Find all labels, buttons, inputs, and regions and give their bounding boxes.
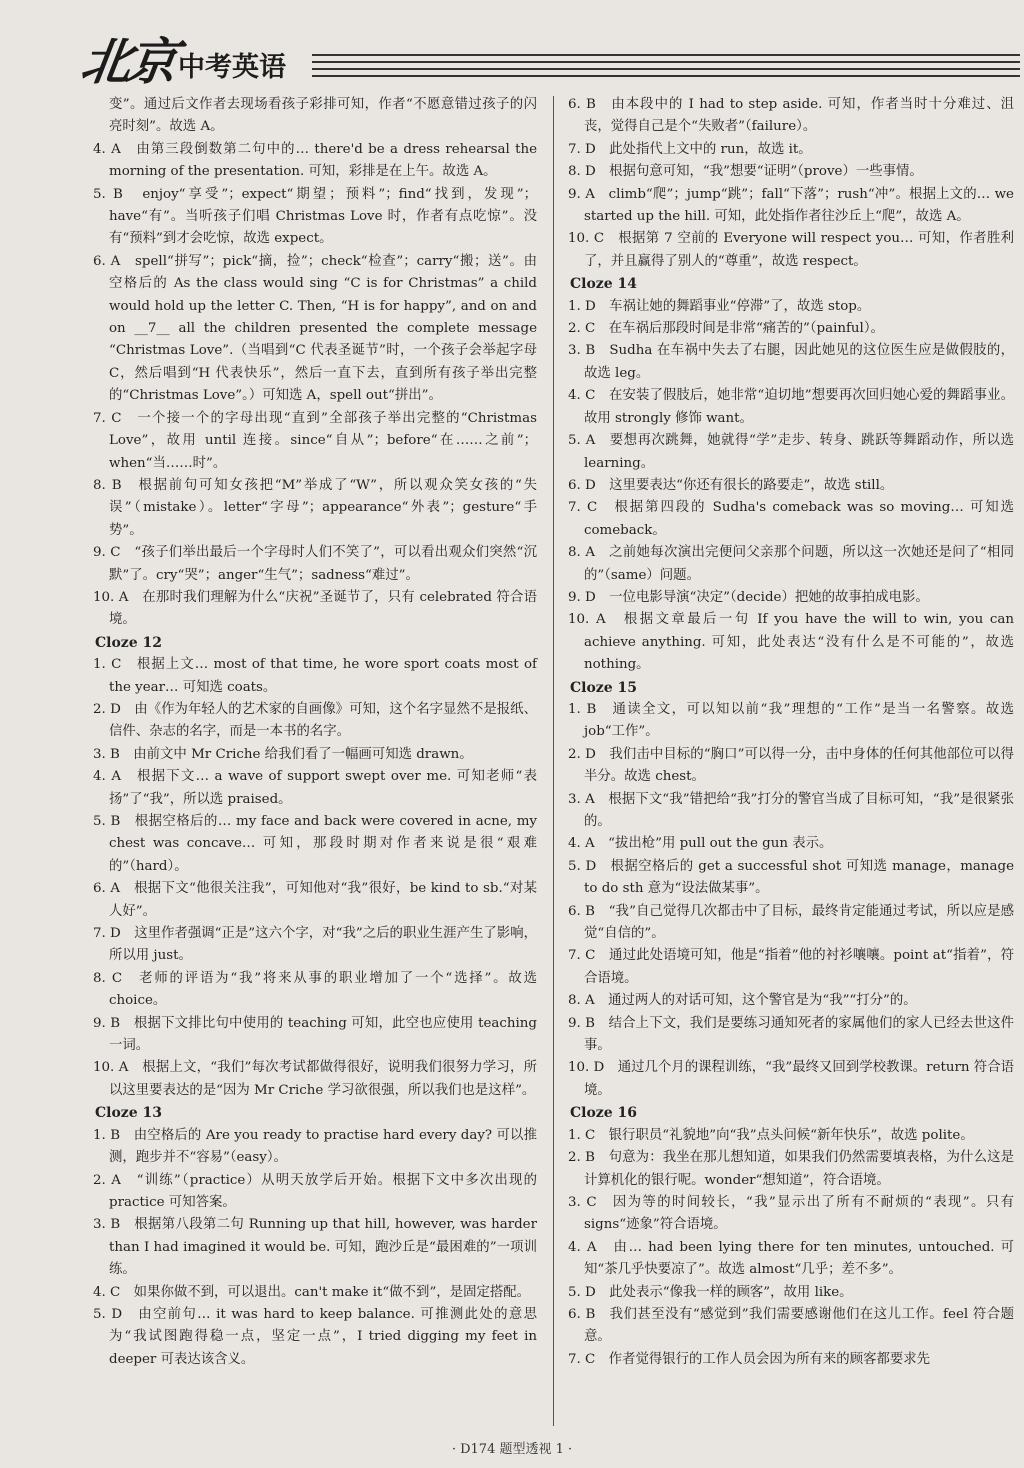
answer-item: 7. D 此处指代上文中的 run，故选 it。 bbox=[568, 141, 812, 157]
right-column bbox=[568, 94, 1014, 1371]
answer-item: 7. C 作者觉得银行的工作人员会因为所有来的顾客都要求先 bbox=[568, 1351, 931, 1367]
answer-item: 10. D 通过几个月的课程训练，“我”最终又回到学校教课。return 符合语境。 bbox=[568, 1060, 1014, 1098]
answer-item: 2. D 由《作为年轻人的艺术家的自画像》可知，这个名字显然不是报纸、信件、杂志的名字，而是一本书的名字。 bbox=[93, 701, 537, 740]
page-footer: · D174 题型透视 1 · bbox=[451, 1442, 573, 1457]
answer-item: 3. C 因为等的时间较长，“我”显示出了所有不耐烦的“表现”。只有 signs“迹象”符合语境。 bbox=[568, 1194, 1014, 1233]
answer-item: 9. B 根据下文排比句中使用的 teaching 可知，此空也应使用 teaching 一词。 bbox=[93, 1015, 537, 1054]
answer-item: 8. B 根据前句可知女孩把“M”举成了“W”，所以观众笑女孩的“失误”（mistake）。letter“字母”；appearance“外表”；gesture“手势”。 bbox=[93, 477, 537, 538]
section-heading: Cloze 16 bbox=[570, 1105, 638, 1122]
answer-item: 4. A 根据下文… a wave of support swept over me. 可知老师“表扬”了“我”，所以选 praised。 bbox=[93, 769, 537, 807]
answer-item: 10. A 在那时我们理解为什么“庆祝”圣诞节了，只有 celebrated 符合语境。 bbox=[93, 589, 537, 628]
answer-item: 3. B Sudha 在车祸中失去了右腿，因此她见的这位医生应是做假肢的，故选 leg。 bbox=[568, 343, 1014, 381]
answer-item: 3. B 根据第八段第二句 Running up that hill, however, was harder than I had imagined it would be. 可知，跑沙丘是“最困难的”一项训练。 bbox=[93, 1217, 537, 1278]
answer-item: 2. D 我们击中目标的“胸口”可以得一分，击中身体的任何其他部位可以得半分。故选 chest。 bbox=[568, 746, 1014, 785]
answer-item: 2. B 句意为：我坐在那儿想知道，如果我们仍然需要填表格，为什么这是计算机化的银行呢。wonder“想知道”，符合语境。 bbox=[568, 1150, 1014, 1188]
answer-item: 10. A 根据文章最后一句 If you have the will to win, you can achieve anything. 可知，此处表达“没有什么是不可能的”，故选 nothing。 bbox=[568, 612, 1014, 673]
column-divider bbox=[553, 96, 554, 1426]
answer-item: 9. A climb“爬”；jump“跳”；fall“下落”；rush“冲”。根据上文的… we started up the hill. 可知，此处指作者往沙丘上“爬”，故选 A。 bbox=[568, 186, 1014, 225]
answer-item: 1. D 车祸让她的舞蹈事业“停滞”了，故选 stop。 bbox=[568, 298, 871, 314]
section-heading: Cloze 15 bbox=[570, 679, 638, 696]
answer-item: 8. D 根据句意可知，“我”想要“证明”（prove）一些事情。 bbox=[568, 164, 923, 180]
answer-item: 5. D 根据空格后的 get a successful shot 可知选 manage，manage to do sth 意为“设法做某事”。 bbox=[568, 858, 1014, 897]
answer-item: 4. C 在安装了假肢后，她非常“迫切地”想要再次回归她心爱的舞蹈事业。故用 strongly 修饰 want。 bbox=[568, 388, 1014, 426]
answer-item: 5. D 由空前句… it was hard to keep balance. 可推测此处的意思为“我试图跑得稳一点，坚定一点”，I tried digging my feet in deeper 可表达该含义。 bbox=[93, 1306, 537, 1367]
answer-item: 9. B 结合上下文，我们是要练习通知死者的家属他们的家人已经去世这件事。 bbox=[568, 1015, 1014, 1054]
answer-item: 6. B 我们甚至没有“感觉到”我们需要感谢他们在这儿工作。feel 符合题意。 bbox=[568, 1306, 1014, 1345]
page-header bbox=[60, 22, 1020, 92]
answer-item: 5. D 此处表示“像我一样的顾客”，故用 like。 bbox=[568, 1284, 853, 1300]
answer-item: 5. A 要想再次跳舞，她就得“学”走步、转身、跳跃等舞蹈动作，所以选 learning。 bbox=[568, 433, 1014, 471]
answer-item: 3. A 根据下文“我”错把给“我”打分的警官当成了目标可知，“我”是很紧张的。 bbox=[568, 791, 1014, 829]
answer-item: 5. B 根据空格后的… my face and back were covered in acne, my chest was concave… 可知，那段时期对作者来说是很“艰难的”（hard）。 bbox=[93, 814, 537, 874]
series-logo: 北京 bbox=[77, 32, 178, 91]
answer-item: 10. A 根据上文，“我们”每次考试都做得很好，说明我们很努力学习，所以这里要表达的是“因为 Mr Criche 学习欲很强，所以我们也是这样”。 bbox=[93, 1060, 537, 1098]
answer-item: 1. C 银行职员“礼貌地”向“我”点头问候“新年快乐”，故选 polite。 bbox=[568, 1127, 974, 1143]
answer-item: 4. C 如果你做不到，可以退出。can't make it“做不到”，是固定搭配。 bbox=[93, 1284, 531, 1300]
left-column bbox=[93, 94, 537, 1371]
answer-item: 2. A “训练”（practice）从明天放学后开始。根据下文中多次出现的 practice 可知答案。 bbox=[93, 1172, 537, 1210]
answer-item: 4. A “拔出枪”用 pull out the gun 表示。 bbox=[568, 836, 833, 852]
answer-item: 10. C 根据第 7 空前的 Everyone will respect you… 可知，作者胜利了，并且赢得了别人的“尊重”，故选 respect。 bbox=[568, 231, 1014, 269]
answer-item: 9. C “孩子们举出最后一个字母时人们不笑了”，可以看出观众们突然“沉默”了。cry“哭”；anger“生气”；sadness“难过”。 bbox=[93, 545, 537, 583]
answer-item: 6. B 由本段中的 I had to step aside. 可知，作者当时十分难过、沮丧，觉得自己是个“失败者”（failure）。 bbox=[568, 97, 1014, 135]
section-heading: Cloze 14 bbox=[570, 276, 638, 293]
continued-text: 变”。通过后文作者去现场看孩子彩排可知，作者“不愿意错过孩子的闪亮时刻”。故选 A。 bbox=[109, 97, 537, 135]
answer-item: 2. C 在车祸后那段时间是非常“痛苦的”（painful）。 bbox=[568, 321, 884, 337]
answer-item: 1. C 根据上文… most of that time, he wore sport coats most of the year… 可知选 coats。 bbox=[93, 657, 537, 695]
section-heading: Cloze 13 bbox=[95, 1105, 163, 1122]
answer-item: 1. B 通读全文，可以知以前“我”理想的“工作”是当一名警察。故选 job“工作”。 bbox=[568, 701, 1014, 740]
book-title: 中考英语 bbox=[178, 52, 286, 83]
answer-item: 1. B 由空格后的 Are you ready to practise hard every day? 可以推测，跑步并不“容易”（easy）。 bbox=[93, 1127, 537, 1166]
answer-item: 5. B enjoy“享受”；expect“期望；预料”；find“找到，发现”；have“有”。当听孩子们唱 Christmas Love 时，作者有点吃惊”。没有“预料”到才会吃惊，故选 expect。 bbox=[93, 186, 537, 247]
answer-item: 3. B 由前文中 Mr Criche 给我们看了一幅画可知选 drawn。 bbox=[93, 746, 473, 762]
answer-item: 6. B “我”自己觉得几次都击中了目标，最终肯定能通过考试，所以应是感觉“自信的”。 bbox=[568, 903, 1014, 942]
answer-item: 8. A 之前她每次演出完便问父亲那个问题，所以这一次她还是问了“相同的”（same）问题。 bbox=[568, 545, 1014, 583]
answer-item: 6. D 这里要表达“你还有很长的路要走”，故选 still。 bbox=[568, 477, 894, 493]
answer-item: 7. C 通过此处语境可知，他是“指着”他的衬衫嚷嚷。point at“指着”，符合语境。 bbox=[568, 948, 1014, 986]
answer-item: 7. C 根据第四段的 Sudha's comeback was so moving… 可知选 comeback。 bbox=[568, 500, 1014, 538]
answer-item: 7. D 这里作者强调“正是”这六个字，对“我”之后的职业生涯产生了影响，所以用 just。 bbox=[93, 926, 537, 964]
answer-item: 6. A 根据下文“他很关注我”，可知他对“我”很好，be kind to sb.“对某人好”。 bbox=[93, 881, 537, 919]
answer-item: 4. A 由第三段倒数第二句中的… there'd be a dress rehearsal the morning of the presentation. 可知，彩排是在上午。故选 A。 bbox=[93, 141, 537, 180]
answer-item: 9. D 一位电影导演“决定”（decide）把她的故事拍成电影。 bbox=[568, 589, 929, 605]
header-rules bbox=[312, 54, 1020, 82]
answer-item: 7. C 一个接一个的字母出现“直到”全部孩子举出完整的“Christmas Love”，故用 until 连接。since“自从”；before“在……之前”；when“当……时”。 bbox=[93, 410, 537, 471]
answer-item: 6. A spell“拼写”；pick“摘，捡”；check“检查”；carry“搬；送”。由空格后的 As the class would sing “C is for Christmas” a child would hold up the letter C. Then, “H is for happy”, and on and on __7__ all the children presented the complete message “Christmas Love”.（当唱到“C 代表圣诞节”时，一个孩子会举起字母 C，然后唱到“H 代表快乐”，然后一直下去，直到所有孩子举出完整的“Christmas Love”。）可知选 A，spell out“拼出”。 bbox=[93, 253, 537, 404]
answer-item: 8. C 老师的评语为“我”将来从事的职业增加了一个“选择”。故选 choice。 bbox=[93, 970, 537, 1009]
answer-item: 8. A 通过两人的对话可知，这个警官是为“我”“打分”的。 bbox=[568, 993, 917, 1009]
answer-item: 4. A 由… had been lying there for ten minutes, untouched. 可知“茶几乎快要凉了”。故选 almost“几乎；差不多”。 bbox=[568, 1239, 1014, 1278]
section-heading: Cloze 12 bbox=[95, 634, 163, 651]
